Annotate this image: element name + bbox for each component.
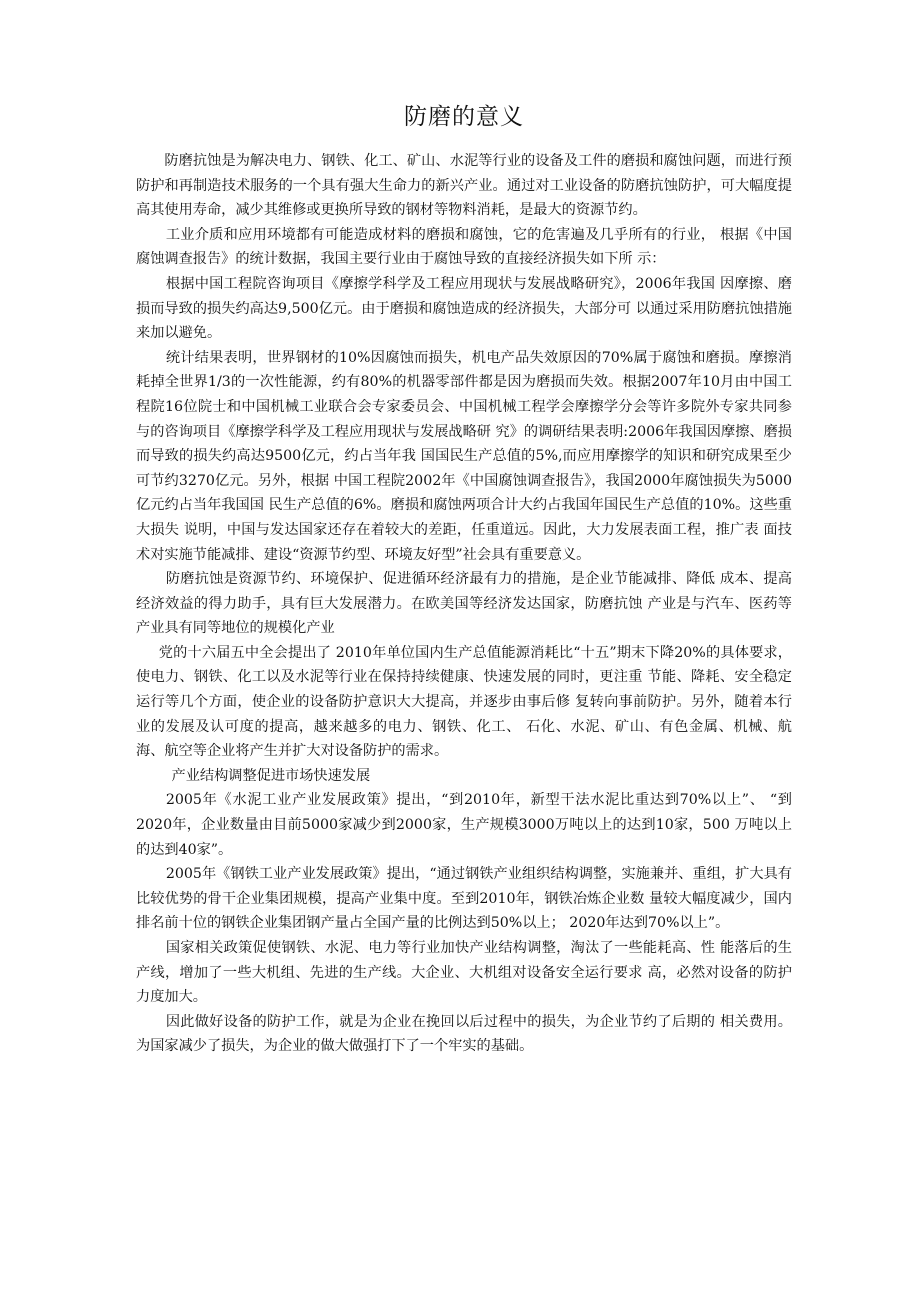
- paragraph-5: 防磨抗蚀是资源节约、环境保护、促进循环经济最有力的措施，是企业节能减排、降低 成本、提高经济效益的得力助手，具有巨大发展潜力。在欧美国等经济发达国家，防磨抗蚀 产业是与汽车、医药等产业具有同等地位的规模化产业: [136, 571, 792, 637]
- paragraph-2: 工业介质和应用环境都有可能造成材料的磨损和腐蚀，它的危害遍及几乎所有的行业， 根据《中国腐蚀调查报告》的统计数据，我国主要行业由于腐蚀导致的直接经济损失如下所 示：: [136, 226, 792, 268]
- document-title: 防磨的意义: [404, 104, 524, 130]
- section-subheading: 产业结构调整促进市场快速发展: [171, 767, 371, 784]
- paragraph-7: 2005年《水泥工业产业发展政策》提出，“到2010年，新型干法水泥比重达到70%以上”、 “到2020年，企业数量由目前5000家减少到2000家，生产规模3000万吨以上的达到10家，500 万吨以上的达到40家”。: [136, 792, 792, 858]
- paragraph-3: 根据中国工程院咨询项目《摩擦学科学及工程应用现状与发展战略研究》，2006年我国 因摩擦、磨损而导致的损失约高达9,500亿元。由于磨损和腐蚀造成的经济损失，大部分可 以通过采用防磨抗蚀措施来加以避免。: [136, 275, 792, 342]
- paragraph-10: 因此做好设备的防护工作，就是为企业在挽回以后过程中的损失，为企业节约了后期的 相关费用。为国家减少了损失，为企业的做大做强打下了一个牢实的基础。: [136, 1013, 792, 1055]
- paragraph-6: 党的十六届五中全会提出了 2010年单位国内生产总值能源消耗比“十五”期末下降20%的具体要求，使电力、钢铁、化工以及水泥等行业在保持持续健康、快速发展的同时，更注重 节能、降耗、安全稳定运行等几个方面，使企业的设备防护意识大大提高，并逐步由事后修 复转向事前防护。另外，随着本行业的发展及认可度的提高，越来越多的电力、钢铁、化工、 石化、水泥、矿山、有色金属、机械、航海、航空等企业将产生并扩大对设备防护的需求。: [136, 644, 792, 760]
- paragraph-4: 统计结果表明，世界钢材的10%因腐蚀而损失，机电产品失效原因的70%属于腐蚀和磨损。摩擦消耗掉全世界1/3的一次性能源，约有80%的机器零部件都是因为磨损而失效。根据2007年10月由中国工程院16位院士和中国机械工业联合会专家委员会、中国机械工程学会摩擦学分会等许多院外专家共同参与的咨询项目《摩擦学科学及工程应用现状与发展战略研 究》的调研结果表明:2006年我国因摩擦、磨损而导致的损失约高达9500亿元，约占当年我 国国民生产总值的5%,而应用摩擦学的知识和研究成果至少可节约3270亿元。另外，根据 中国工程院2002年《中国腐蚀调查报告》，我国2000年腐蚀损失为5000亿元约占当年我国国 民生产总值的6%。磨损和腐蚀两项合计大约占我国年国民生产总值的10%。这些重大损失 说明，中国与发达国家还存在着较大的差距，任重道远。因此，大力发展表面工程，推广表 面技术对实施节能减排、建设“资源节约型、环境友好型”社会具有重要意义。: [136, 349, 792, 563]
- paragraph-9: 国家相关政策促使钢铁、水泥、电力等行业加快产业结构调整，淘汰了一些能耗高、性 能落后的生产线，增加了一些大机组、先进的生产线。大企业、大机组对设备安全运行要求 高，必然对设备的防护力度加大。: [136, 940, 792, 1006]
- paragraph-1: 防磨抗蚀是为解决电力、钢铁、化工、矿山、水泥等行业的设备及工件的磨损和腐蚀问题，而进行预防护和再制造技术服务的一个具有强大生命力的新兴产业。通过对工业设备的防磨抗蚀防护，可大幅度提高其使用寿命，减少其维修或更换所导致的钢材等物料消耗，是最大的资源节约。: [136, 153, 792, 219]
- paragraph-8: 2005年《钢铁工业产业发展政策》提出，“通过钢铁产业组织结构调整，实施兼并、重组，扩大具有比较优势的骨干企业集团规模，提高产业集中度。至到2010年，钢铁冶炼企业数 量较大幅度减少，国内排名前十位的钢铁企业集团钢产量占全国产量的比例达到50%以上； 2020年达到70%以上”。: [136, 866, 792, 932]
